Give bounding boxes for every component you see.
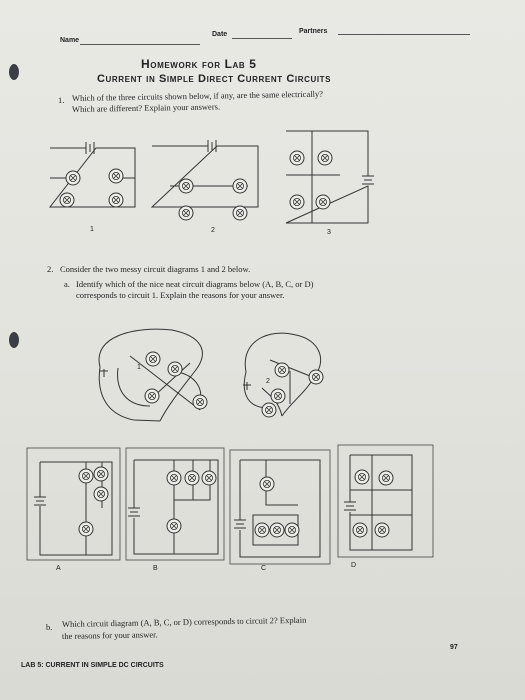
bulb-icon (167, 519, 181, 533)
bulb-icon (193, 395, 207, 409)
bulb-icon (271, 389, 285, 403)
neat-circuit-a (27, 448, 120, 560)
bulb-icon (260, 477, 274, 491)
bulb-icon (255, 523, 269, 537)
bulb-icon (94, 487, 108, 501)
bulb-icon (109, 169, 123, 183)
bulb-icon (233, 206, 247, 220)
q2a-text-line2: corresponds to circuit 1. Explain the reasons for your answer. (76, 290, 285, 300)
messy-circuit-1-label: 1 (137, 364, 141, 371)
q1-circuit-2 (152, 140, 258, 220)
bulb-icon (179, 179, 193, 193)
q1-circuit-2-label: 2 (211, 227, 215, 234)
messy-circuit-2-label: 2 (266, 378, 270, 385)
bulb-icon (316, 195, 330, 209)
q1-circuit-3 (286, 131, 374, 223)
bulb-icon (290, 195, 304, 209)
bulb-icon (202, 471, 216, 485)
bulb-icon (185, 471, 199, 485)
messy-circuit-2 (243, 333, 323, 417)
bulb-icon (146, 352, 160, 366)
bulb-icon (109, 193, 123, 207)
q2-number: 2. (47, 264, 54, 274)
neat-circuit-d-label: D (351, 562, 357, 569)
bulb-icon (167, 471, 181, 485)
bulb-icon (275, 363, 289, 377)
bulb-icon (375, 523, 389, 537)
bulb-icon (66, 171, 80, 185)
q1-text-line1: Which of the three circuits shown below, if any, are the same electrically? (71, 88, 324, 103)
bulb-icon (309, 370, 323, 384)
partners-label: Partners (299, 28, 328, 35)
bulb-icon (262, 403, 276, 417)
neat-circuit-a-label: A (56, 565, 61, 572)
page-subtitle: Current in Simple Direct Current Circuits (97, 73, 332, 85)
bulb-icon (290, 151, 304, 165)
bulb-icon (60, 193, 74, 207)
running-title: LAB 5: CURRENT IN SIMPLE DC CIRCUITS (21, 662, 164, 669)
bulb-icon (355, 470, 369, 484)
bulb-icon (379, 471, 393, 485)
bulb-icon (285, 523, 299, 537)
bulb-icon (318, 151, 332, 165)
q1-circuit-3-label: 3 (327, 229, 331, 236)
bulb-icon (168, 362, 182, 376)
neat-circuit-b (126, 448, 224, 560)
neat-circuit-c (230, 450, 330, 564)
bulb-icon (94, 467, 108, 481)
q2a-text-line1: Identify which of the nice neat circuit diagrams below (A, B, C, or D) (76, 279, 314, 289)
bulb-icon (79, 522, 93, 536)
neat-circuit-b-label: B (153, 565, 158, 572)
page-number: 97 (450, 644, 458, 651)
bulb-icon (145, 389, 159, 403)
neat-circuit-d (338, 445, 433, 557)
page-title: Homework for Lab 5 (141, 57, 257, 71)
q1-circuit-1-label: 1 (90, 226, 94, 233)
date-label: Date (212, 31, 228, 38)
bulb-icon (270, 523, 284, 537)
q2-text: Consider the two messy circuit diagrams 1 and 2 below. (60, 264, 251, 274)
name-label: Name (60, 37, 80, 44)
neat-circuit-c-label: C (261, 565, 267, 572)
q2b-letter: b. (46, 622, 53, 632)
q2b-text-line1: Which circuit diagram (A, B, C, or D) corresponds to circuit 2? Explain (61, 614, 307, 629)
bulb-icon (79, 469, 93, 483)
q2b-text-line2: the reasons for your answer. (61, 629, 158, 641)
bulb-icon (233, 179, 247, 193)
q1-circuit-1 (50, 142, 135, 207)
messy-circuit-1 (99, 329, 207, 421)
bulb-icon (179, 206, 193, 220)
q2a-letter: a. (64, 279, 70, 289)
q1-text-line2: Which are different? Explain your answers. (71, 101, 221, 114)
bulb-icon (353, 523, 367, 537)
q1-number: 1. (58, 95, 65, 105)
